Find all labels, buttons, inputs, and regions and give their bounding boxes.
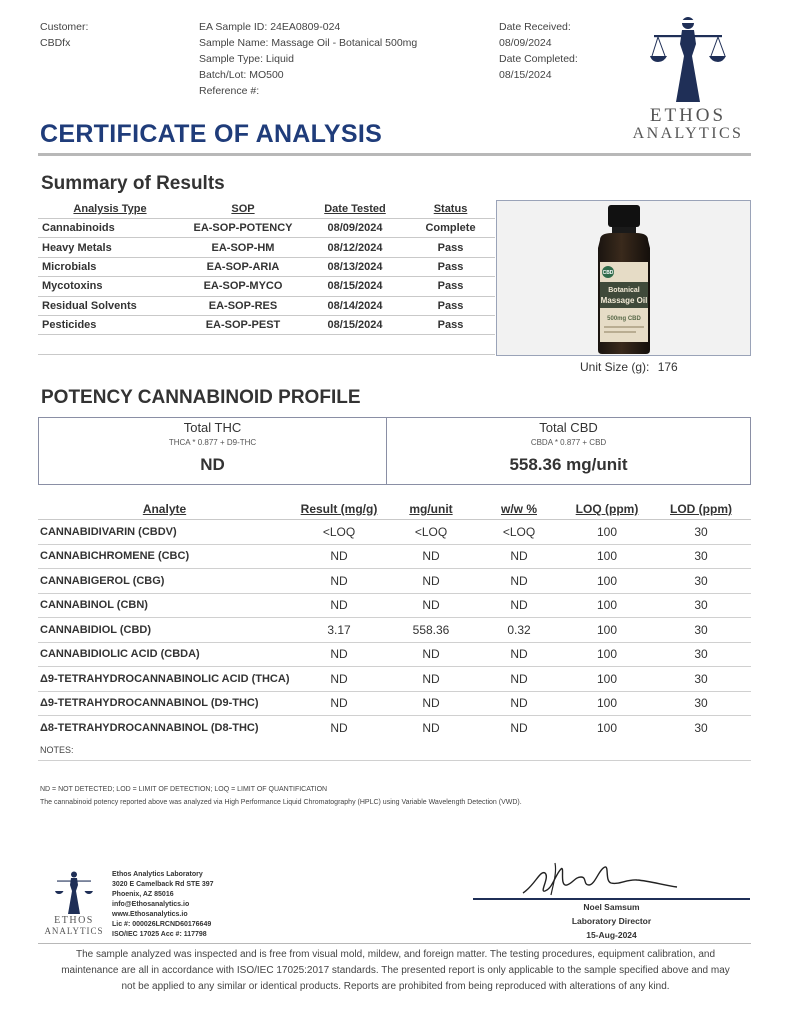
summary-cell: EA-SOP-MYCO bbox=[182, 277, 304, 296]
footer-line1: The sample analyzed was inspected and is free from visual mold, mildew, and foreign matter. The testing procedures, equipment calibration, and bbox=[75, 949, 716, 960]
signature-image bbox=[515, 855, 685, 900]
label-brand: CBD bbox=[602, 270, 614, 276]
analyte-cell: 3.17 bbox=[291, 618, 387, 643]
analyte-cell: 30 bbox=[651, 520, 751, 545]
customer-label: Customer: bbox=[40, 21, 89, 33]
summary-cell: 08/14/2024 bbox=[304, 296, 406, 315]
summary-title: Summary of Results bbox=[41, 173, 225, 194]
analyte-name: CANNABICHROMENE (CBC) bbox=[38, 544, 291, 569]
summary-cell: Mycotoxins bbox=[38, 277, 182, 296]
notes-label: NOTES: bbox=[40, 745, 74, 755]
analyte-cell: 100 bbox=[563, 667, 651, 692]
analyte-col-result: Result (mg/g) bbox=[291, 499, 387, 520]
analyte-name: CANNABIGEROL (CBG) bbox=[38, 569, 291, 594]
total-thc-cell bbox=[39, 418, 386, 475]
brand-line1: ETHOS bbox=[649, 105, 727, 126]
page-title: CERTIFICATE OF ANALYSIS bbox=[40, 120, 383, 148]
unit-size-value: 176 bbox=[657, 360, 678, 374]
analyte-cell: ND bbox=[291, 667, 387, 692]
summary-cell: Pass bbox=[406, 238, 495, 257]
summary-cell: 08/13/2024 bbox=[304, 257, 406, 276]
analyte-row bbox=[38, 593, 751, 618]
analyte-table bbox=[38, 499, 751, 740]
analyte-cell: ND bbox=[387, 593, 475, 618]
analyte-cell: 100 bbox=[563, 520, 651, 545]
sample-type: Sample Type: Liquid bbox=[199, 53, 294, 65]
analyte-cell: ND bbox=[475, 544, 563, 569]
analyte-row bbox=[38, 642, 751, 667]
analyte-name: CANNABIDIVARIN (CBDV) bbox=[38, 520, 291, 545]
sample-id: EA Sample ID: 24EA0809-024 bbox=[199, 21, 341, 33]
analyte-cell: ND bbox=[475, 716, 563, 741]
analyte-cell: <LOQ bbox=[387, 520, 475, 545]
analyte-cell: ND bbox=[387, 642, 475, 667]
analyte-cell: 0.32 bbox=[475, 618, 563, 643]
total-thc-value: ND bbox=[200, 455, 225, 474]
signature-block bbox=[473, 900, 750, 942]
analyte-col-lod: LOD (ppm) bbox=[651, 499, 751, 520]
total-cbd-value: 558.36 mg/unit bbox=[509, 455, 628, 474]
analyte-row bbox=[38, 691, 751, 716]
lab-name: Ethos Analytics Laboratory bbox=[112, 871, 203, 878]
analyte-cell: 558.36 bbox=[387, 618, 475, 643]
footer-divider bbox=[38, 943, 751, 944]
justice-scale-icon bbox=[648, 14, 728, 106]
brand-line2: ANALYTICS bbox=[632, 125, 744, 142]
analyte-cell: ND bbox=[291, 569, 387, 594]
title-divider bbox=[38, 153, 751, 156]
analyte-cell: 30 bbox=[651, 716, 751, 741]
analyte-cell: 30 bbox=[651, 593, 751, 618]
summary-cell: Complete bbox=[406, 219, 495, 238]
analyte-cell: <LOQ bbox=[475, 520, 563, 545]
analyte-cell: 30 bbox=[651, 667, 751, 692]
summary-row bbox=[38, 296, 495, 315]
analyte-cell: 30 bbox=[651, 618, 751, 643]
lab-license: Lic #: 000026LRCND60176649 bbox=[112, 921, 212, 928]
analyte-name: CANNABINOL (CBN) bbox=[38, 593, 291, 618]
analyte-name: Δ9-TETRAHYDROCANNABINOLIC ACID (THCA) bbox=[38, 667, 291, 692]
ethos-logo bbox=[622, 14, 754, 149]
summary-cell: EA-SOP-PEST bbox=[182, 315, 304, 334]
analyte-name: Δ8-TETRAHYDROCANNABINOL (D8-THC) bbox=[38, 716, 291, 741]
analyte-cell: 30 bbox=[651, 544, 751, 569]
batch-lot: Batch/Lot: MO500 bbox=[199, 69, 284, 81]
customer-block bbox=[40, 19, 88, 51]
summary-cell: 08/12/2024 bbox=[304, 238, 406, 257]
summary-row bbox=[38, 315, 495, 334]
analyte-row bbox=[38, 569, 751, 594]
analyte-cell: <LOQ bbox=[291, 520, 387, 545]
analyte-col-mg-unit: mg/unit bbox=[387, 499, 475, 520]
reference: Reference #: bbox=[199, 85, 260, 97]
total-cbd-cell bbox=[387, 418, 750, 475]
footer-brand-line1: ETHOS bbox=[54, 915, 94, 926]
summary-cell: Microbials bbox=[38, 257, 182, 276]
ethos-footer-logo bbox=[38, 870, 110, 942]
analyte-cell: 30 bbox=[651, 642, 751, 667]
analyte-cell: ND bbox=[387, 691, 475, 716]
total-thc-heading: Total THC bbox=[183, 420, 242, 435]
notes-definitions: ND = NOT DETECTED; LOD = LIMIT OF DETECTION; LOQ = LIMIT OF QUANTIFICATION bbox=[40, 786, 328, 793]
analyte-row bbox=[38, 667, 751, 692]
analyte-header-row bbox=[38, 499, 751, 520]
analyte-name: CANNABIDIOLIC ACID (CBDA) bbox=[38, 642, 291, 667]
summary-cell: EA-SOP-POTENCY bbox=[182, 219, 304, 238]
analyte-cell: ND bbox=[387, 544, 475, 569]
analyte-name: Δ9-TETRAHYDROCANNABINOL (D9-THC) bbox=[38, 691, 291, 716]
analyte-cell: ND bbox=[291, 593, 387, 618]
footer-line2: maintenance are all in accordance with ISO/IEC 17025:2017 standards. The presented report is only applicable to the sample specified above and may bbox=[61, 965, 730, 976]
analyte-row bbox=[38, 618, 751, 643]
analyte-cell: ND bbox=[291, 642, 387, 667]
summary-row bbox=[38, 277, 495, 296]
sample-info-block bbox=[199, 19, 417, 99]
signature-date: 15-Aug-2024 bbox=[586, 930, 637, 940]
summary-col-analysis-type: Analysis Type bbox=[73, 203, 147, 215]
signer-role: Laboratory Director bbox=[571, 916, 652, 926]
date-completed: 08/15/2024 bbox=[499, 69, 552, 81]
analyte-cell: 100 bbox=[563, 544, 651, 569]
summary-col-status: Status bbox=[433, 203, 468, 215]
analyte-cell: 100 bbox=[563, 593, 651, 618]
analyte-cell: 100 bbox=[563, 716, 651, 741]
summary-cell: Cannabinoids bbox=[38, 219, 182, 238]
analyte-cell: 30 bbox=[651, 691, 751, 716]
analyte-cell: 100 bbox=[563, 618, 651, 643]
summary-col-date-tested: Date Tested bbox=[324, 203, 386, 215]
summary-cell: Pesticides bbox=[38, 315, 182, 334]
unit-size bbox=[580, 360, 678, 374]
analyte-cell: ND bbox=[475, 667, 563, 692]
analyte-cell: 30 bbox=[651, 569, 751, 594]
analyte-row bbox=[38, 520, 751, 545]
footer-disclaimer bbox=[20, 947, 771, 995]
analyte-row bbox=[38, 544, 751, 569]
analyte-cell: 100 bbox=[563, 569, 651, 594]
analyte-cell: ND bbox=[291, 716, 387, 741]
total-cbd-formula: CBDA * 0.877 + CBD bbox=[530, 438, 607, 447]
summary-cell: EA-SOP-HM bbox=[182, 238, 304, 257]
analyte-cell: ND bbox=[387, 667, 475, 692]
customer-value: CBDfx bbox=[40, 37, 71, 49]
analyte-cell: ND bbox=[475, 691, 563, 716]
summary-cell: 08/15/2024 bbox=[304, 315, 406, 334]
summary-cell: Heavy Metals bbox=[38, 238, 182, 257]
sample-name: Sample Name: Massage Oil - Botanical 500mg bbox=[199, 37, 418, 49]
potency-title: POTENCY CANNABINOID PROFILE bbox=[41, 387, 361, 408]
analyte-cell: 100 bbox=[563, 642, 651, 667]
footer-brand-line2: ANALYTICS bbox=[44, 926, 104, 936]
analyte-col-loq: LOQ (ppm) bbox=[563, 499, 651, 520]
summary-cell: EA-SOP-ARIA bbox=[182, 257, 304, 276]
summary-header-row bbox=[38, 200, 495, 219]
summary-cell: Pass bbox=[406, 277, 495, 296]
potency-totals-box bbox=[38, 417, 751, 485]
summary-row-empty bbox=[38, 335, 495, 354]
summary-cell: 08/09/2024 bbox=[304, 219, 406, 238]
notes-divider bbox=[38, 760, 751, 761]
date-completed-label: Date Completed: bbox=[499, 53, 578, 65]
lab-address2: Phoenix, AZ 85016 bbox=[112, 891, 174, 898]
summary-cell: Pass bbox=[406, 315, 495, 334]
summary-cell: Pass bbox=[406, 257, 495, 276]
notes-method: The cannabinoid potency reported above was analyzed via High Performance Liquid Chromatography (HPLC) using Variable Wavelength Detection (VWD). bbox=[40, 799, 522, 806]
analyte-cell: 100 bbox=[563, 691, 651, 716]
label-line3: 500mg CBD bbox=[607, 316, 641, 322]
summary-cell: EA-SOP-RES bbox=[182, 296, 304, 315]
product-image-frame bbox=[496, 200, 751, 356]
label-line2: Massage Oil bbox=[600, 296, 648, 305]
analyte-cell: ND bbox=[291, 691, 387, 716]
analyte-name: CANNABIDIOL (CBD) bbox=[38, 618, 291, 643]
footer-line3: not be applied to any similar or identical products. Reports are prohibited from being reproduced with alterations of any kind. bbox=[121, 981, 670, 992]
signer-name: Noel Samsum bbox=[583, 902, 640, 912]
analyte-cell: ND bbox=[475, 593, 563, 618]
date-received: 08/09/2024 bbox=[499, 37, 552, 49]
analyte-col-ww: w/w % bbox=[475, 499, 563, 520]
lab-website: www.Ethosanalytics.io bbox=[112, 911, 188, 918]
lab-email: info@Ethosanalytics.io bbox=[112, 901, 190, 908]
analyte-col-name: Analyte bbox=[38, 499, 291, 520]
summary-cell: 08/15/2024 bbox=[304, 277, 406, 296]
label-line1: Botanical bbox=[608, 287, 640, 294]
analyte-cell: ND bbox=[387, 569, 475, 594]
analyte-row bbox=[38, 716, 751, 741]
total-thc-formula: THCA * 0.877 + D9-THC bbox=[168, 438, 257, 447]
summary-table bbox=[38, 200, 495, 355]
summary-cell: Pass bbox=[406, 296, 495, 315]
unit-size-label: Unit Size (g): bbox=[580, 360, 650, 374]
summary-row bbox=[38, 219, 495, 238]
summary-row bbox=[38, 257, 495, 276]
analyte-cell: ND bbox=[387, 716, 475, 741]
justice-scale-icon bbox=[53, 870, 95, 916]
product-bottle-icon bbox=[574, 202, 674, 356]
summary-row bbox=[38, 238, 495, 257]
total-cbd-heading: Total CBD bbox=[539, 420, 598, 435]
summary-col-sop: SOP bbox=[231, 203, 255, 215]
date-received-label: Date Received: bbox=[499, 21, 571, 33]
analyte-cell: ND bbox=[291, 544, 387, 569]
lab-iso: ISO/IEC 17025 Acc #: 117798 bbox=[112, 931, 207, 938]
summary-cell: Residual Solvents bbox=[38, 296, 182, 315]
dates-block bbox=[499, 19, 578, 83]
lab-address1: 3020 E Camelback Rd STE 397 bbox=[112, 881, 214, 888]
lab-info bbox=[112, 870, 214, 940]
analyte-cell: ND bbox=[475, 642, 563, 667]
analyte-cell: ND bbox=[475, 569, 563, 594]
